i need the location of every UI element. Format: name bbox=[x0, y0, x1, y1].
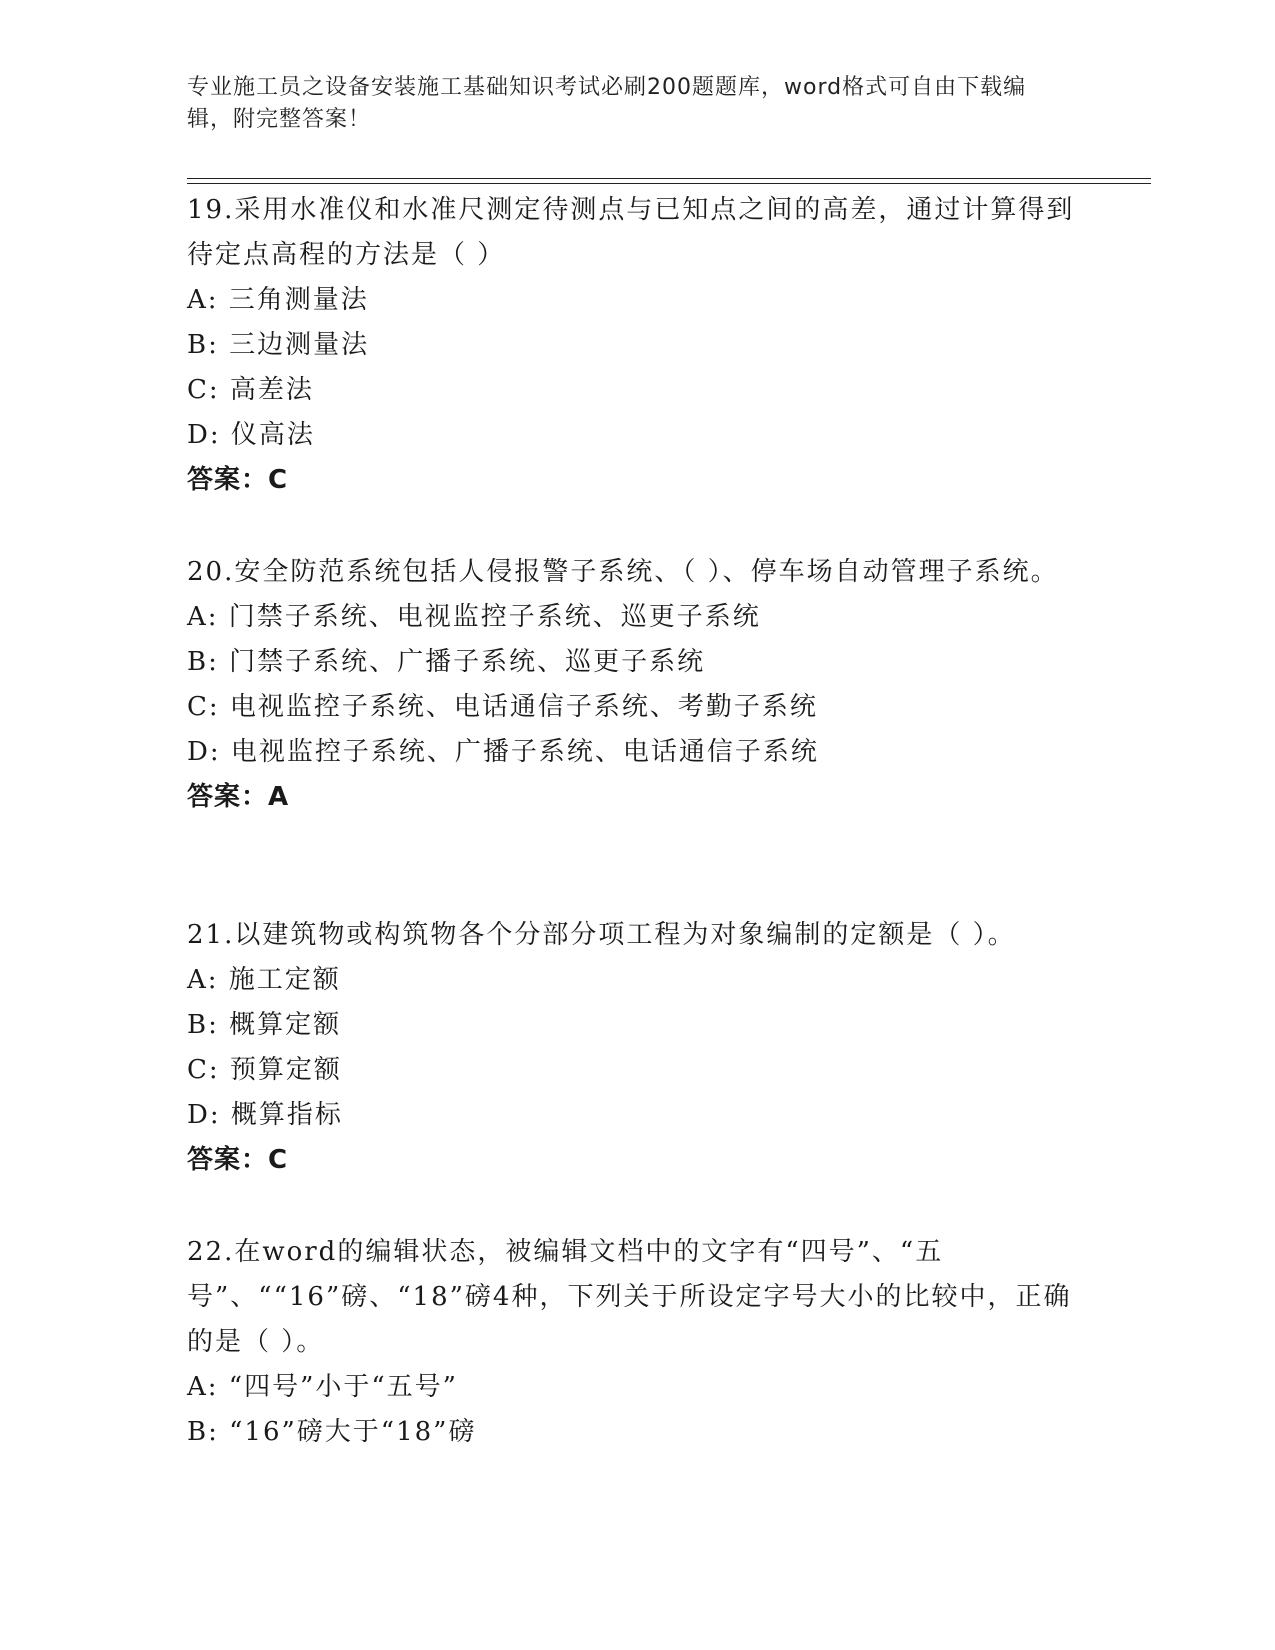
option-b: B: 门禁子系统、广播子系统、巡更子系统 bbox=[187, 647, 706, 677]
option-d: D: 仪高法 bbox=[187, 420, 315, 450]
answer: 答案：A bbox=[187, 782, 290, 812]
option-d: D: 概算指标 bbox=[187, 1100, 343, 1130]
question-stem: 22.在word的编辑状态，被编辑文档中的文字有“四号”、“五号”、““16”磅、“18”磅4种，下列关于所设定字号大小的比较中，正确的是（ ）。 bbox=[187, 1237, 1072, 1357]
option-a: A: 三角测量法 bbox=[187, 285, 369, 315]
answer: 答案：C bbox=[187, 465, 289, 495]
answer: 答案：C bbox=[187, 1145, 289, 1175]
option-c: C: 高差法 bbox=[187, 375, 314, 405]
option-b: B: “16”磅大于“18”磅 bbox=[187, 1417, 477, 1447]
question-19 bbox=[187, 188, 1087, 503]
header-title: 专业施工员之设备安装施工基础知识考试必刷200题题库，word格式可自由下载编辑，附完整答案！ bbox=[187, 75, 1027, 132]
option-a: A: 施工定额 bbox=[187, 965, 341, 995]
question-20 bbox=[187, 550, 1087, 820]
question-22 bbox=[187, 1230, 1087, 1455]
header-rule-top bbox=[187, 178, 1151, 179]
question-stem: 19.采用水准仪和水准尺测定待测点与已知点之间的高差，通过计算得到待定点高程的方法是（ ） bbox=[187, 195, 1075, 270]
option-a: A: “四号”小于“五号” bbox=[187, 1372, 458, 1402]
option-c: C: 电视监控子系统、电话通信子系统、考勤子系统 bbox=[187, 692, 818, 722]
option-c: C: 预算定额 bbox=[187, 1055, 342, 1085]
option-b: B: 概算定额 bbox=[187, 1010, 342, 1040]
option-d: D: 电视监控子系统、广播子系统、电话通信子系统 bbox=[187, 737, 819, 767]
question-stem: 21.以建筑物或构筑物各个分部分项工程为对象编制的定额是（ ）。 bbox=[187, 920, 1016, 950]
option-a: A: 门禁子系统、电视监控子系统、巡更子系统 bbox=[187, 602, 761, 632]
option-b: B: 三边测量法 bbox=[187, 330, 370, 360]
header-rule-bottom bbox=[187, 183, 1151, 184]
question-21 bbox=[187, 913, 1087, 1183]
question-stem: 20.安全防范系统包括人侵报警子系统、（ ）、停车场自动管理子系统。 bbox=[187, 557, 1059, 587]
document-header bbox=[187, 72, 1067, 136]
